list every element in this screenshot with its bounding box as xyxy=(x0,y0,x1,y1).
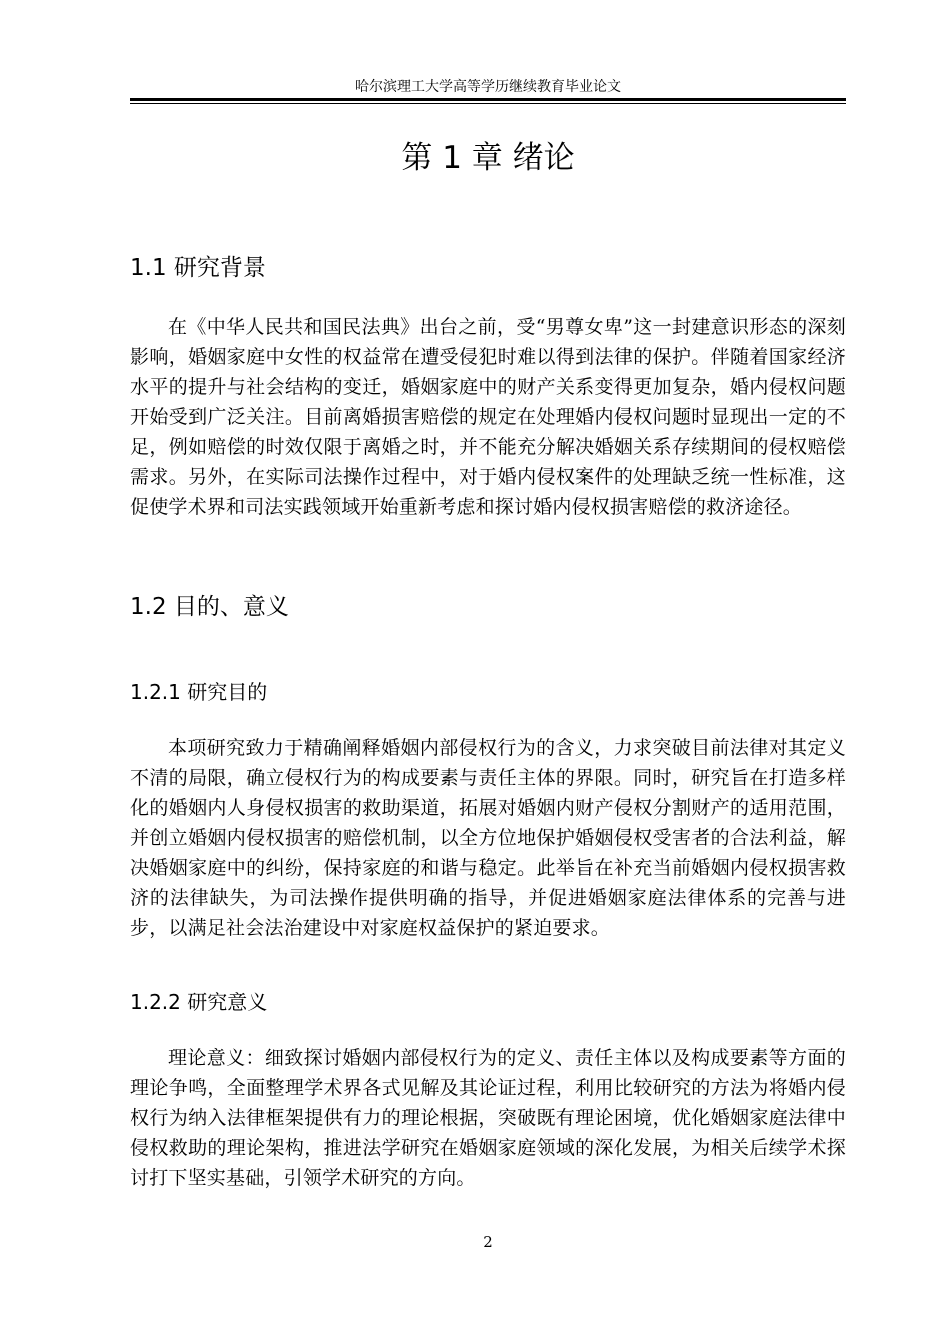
section-heading-1-2-1: 1.2.1 研究目的 xyxy=(130,680,268,704)
header-rule-thick xyxy=(130,98,846,101)
section-heading-1-2: 1.2 目的、意义 xyxy=(130,594,289,620)
page-number: 2 xyxy=(483,1233,493,1251)
header-rule-thin xyxy=(130,103,846,104)
running-header: 哈尔滨理工大学高等学历继续教育毕业论文 xyxy=(355,79,621,95)
section-heading-1-1: 1.1 研究背景 xyxy=(130,255,266,281)
paragraph-research-significance: 理论意义：细致探讨婚姻内部侵权行为的定义、责任主体以及构成要素等方面的理论争鸣，全面整理学术界各式见解及其论证过程，利用比较研究的方法为将婚内侵权行为纳入法律框架提供有力的理论根据，突破既有理论困境，优化婚姻家庭法律中侵权救助的理论架构，推进法学研究在婚姻家庭领域的深化发展，为相关后续学术探讨打下坚实基础，引领学术研究的方向。 xyxy=(130,1047,846,1189)
paragraph-research-background: 在《中华人民共和国民法典》出台之前，受“男尊女卑”这一封建意识形态的深刻影响，婚姻家庭中女性的权益常在遭受侵犯时难以得到法律的保护。伴随着国家经济水平的提升与社会结构的变迁，婚姻家庭中的财产关系变得更加复杂，婚内侵权问题开始受到广泛关注。目前离婚损害赔偿的规定在处理婚内侵权问题时显现出一定的不足，例如赔偿的时效仅限于离婚之时，并不能充分解决婚姻关系存续期间的侵权赔偿需求。另外，在实际司法操作过程中，对于婚内侵权案件的处理缺乏统一性标准，这促使学术界和司法实践领域开始重新考虑和探讨婚内侵权损害赔偿的救济途径。 xyxy=(130,316,846,518)
paragraph-research-purpose: 本项研究致力于精确阐释婚姻内部侵权行为的含义，力求突破目前法律对其定义不清的局限，确立侵权行为的构成要素与责任主体的界限。同时，研究旨在打造多样化的婚姻内人身侵权损害的救助渠道，拓展对婚姻内财产侵权分割财产的适用范围，并创立婚姻内侵权损害的赔偿机制，以全方位地保护婚姻侵权受害者的合法利益，解决婚姻家庭中的纠纷，保持家庭的和谐与稳定。此举旨在补充当前婚姻内侵权损害救济的法律缺失，为司法操作提供明确的指导，并促进婚姻家庭法律体系的完善与进步，以满足社会法治建设中对家庭权益保护的紧迫要求。 xyxy=(130,737,846,939)
section-heading-1-2-2: 1.2.2 研究意义 xyxy=(130,990,268,1014)
chapter-title: 第 1 章 绪论 xyxy=(401,140,575,176)
